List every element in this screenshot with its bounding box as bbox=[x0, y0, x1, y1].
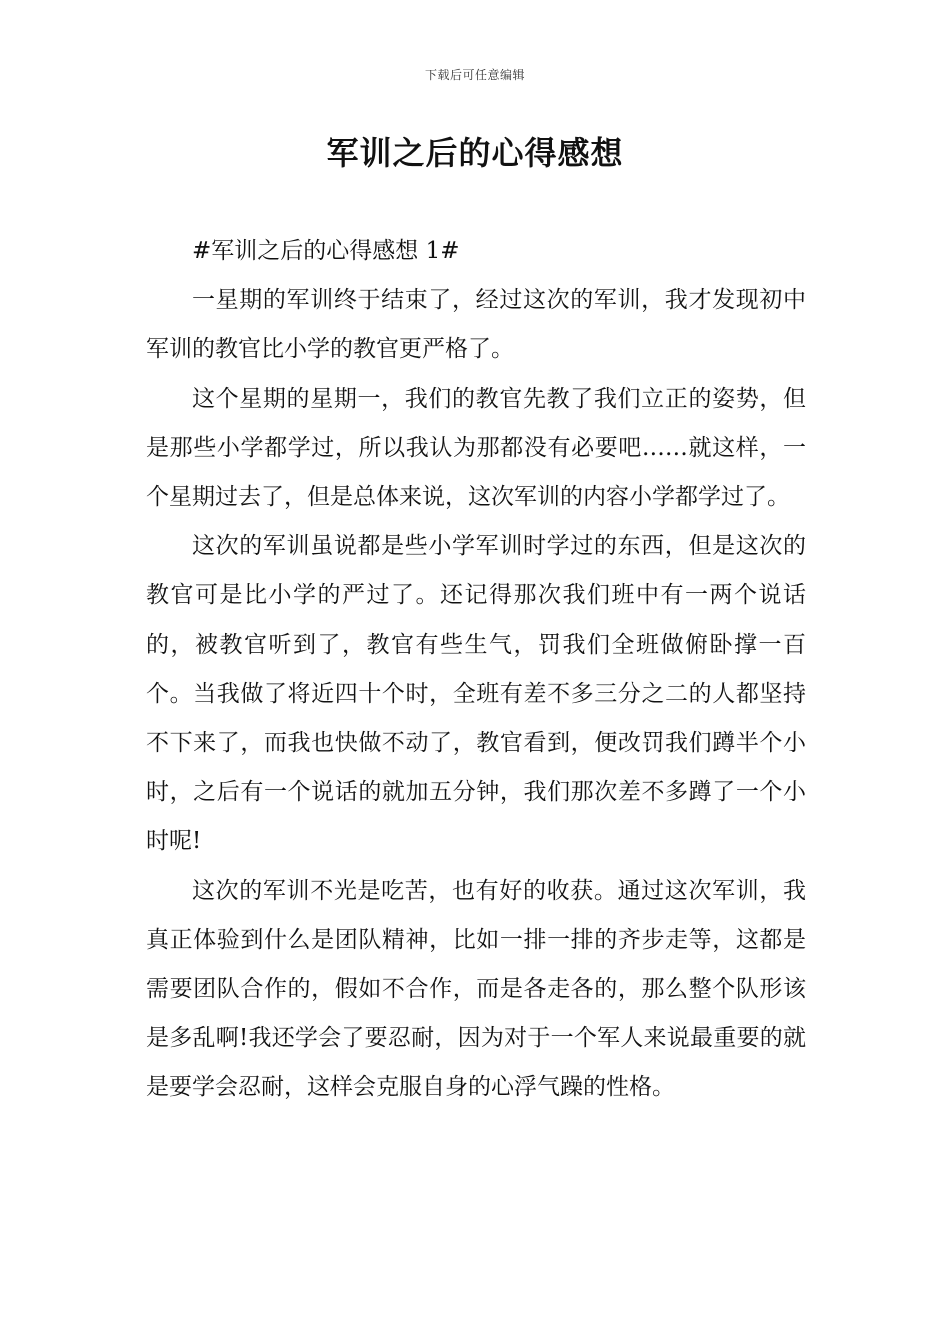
paragraph-4: 这次的军训不光是吃苦，也有好的收获。通过这次军训，我真正体验到什么是团队精神，比如一排一排的齐步走等，这都是需要团队合作的，假如不合作，而是各走各的，那么整个队形该是多乱啊!我还学会了要忍耐，因为对于一个军人来说最重要的就是要学会忍耐，这样会克服自身的心浮气躁的性格。 bbox=[146, 877, 806, 1101]
document-title: 军训之后的心得感想 bbox=[326, 134, 624, 172]
paragraph-1: 一星期的军训终于结束了，经过这次的军训，我才发现初中军训的教官比小学的教官更严格了。 bbox=[146, 287, 806, 363]
section-heading: #军训之后的心得感想 1# bbox=[192, 238, 460, 264]
paragraph-2: 这个星期的星期一，我们的教官先教了我们立正的姿势，但是那些小学都学过，所以我认为那都没有必要吧……就这样，一个星期过去了，但是总体来说，这次军训的内容小学都学过了。 bbox=[146, 385, 806, 511]
paragraph-3: 这次的军训虽说都是些小学军训时学过的东西，但是这次的教官可是比小学的严过了。还记得那次我们班中有一两个说话的，被教官听到了，教官有些生气，罚我们全班做俯卧撑一百个。当我做了将近四十个时，全班有差不多三分之二的人都坚持不下来了，而我也快做不动了，教官看到，便改罚我们蹲半个小时，之后有一个说话的就加五分钟，我们那次差不多蹲了一个小时呢! bbox=[146, 533, 806, 855]
document-body bbox=[146, 227, 806, 1113]
header-note: 下载后可任意编辑 bbox=[424, 68, 525, 82]
